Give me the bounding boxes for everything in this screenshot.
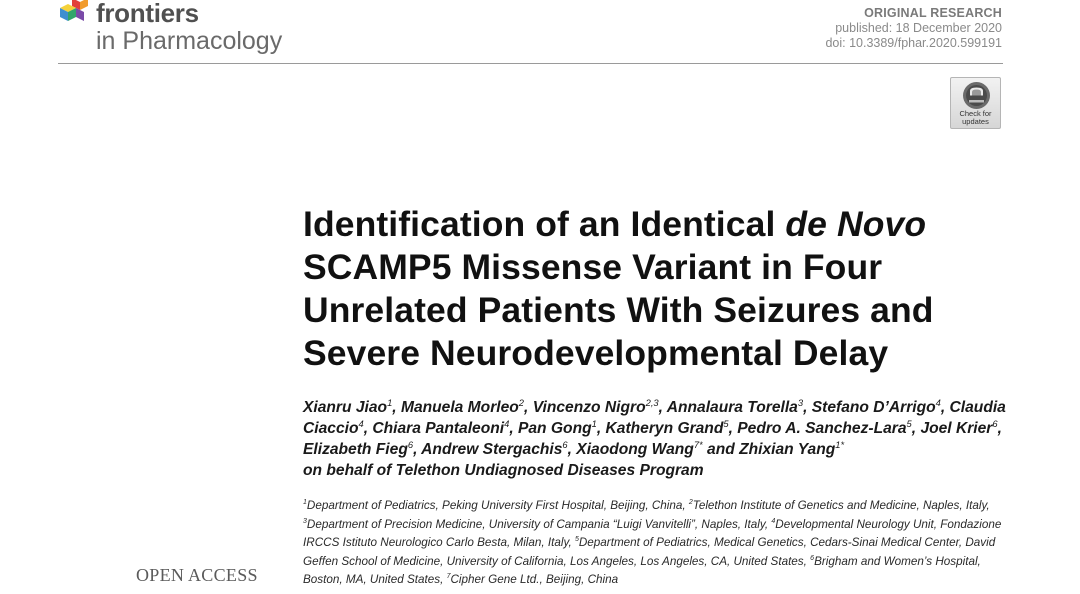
author-separator: , — [940, 399, 950, 416]
author-affiliation-ref: 6 — [992, 418, 998, 429]
header-divider — [58, 63, 1003, 64]
affiliation-number: 6 — [810, 554, 815, 562]
affiliation-text: Cipher Gene Ltd., Beijing, China — [450, 573, 619, 586]
frontiers-logo-icon — [58, 0, 94, 32]
affiliation-number: 4 — [771, 517, 776, 525]
author-affiliation-ref: 6 — [407, 439, 414, 450]
author-affiliation-ref: 5 — [723, 418, 729, 429]
affiliation-text: Developmental Neurology Unit, Fondazione IRCCS Istituto Neurologico Carlo Besta, Milan, Italy, — [303, 517, 1002, 549]
author-separator: , — [392, 399, 401, 416]
author-group: on behalf of Telethon Undiagnosed Diseases Program — [303, 462, 704, 479]
author-name[interactable]: Xiaodong Wang — [576, 441, 694, 458]
author-affiliation-ref: 4 — [935, 397, 941, 408]
author-affiliation-ref: 2 — [518, 397, 525, 408]
author-name[interactable]: Andrew Stergachis — [421, 441, 563, 458]
author-name[interactable]: Xianru Jiao — [303, 399, 388, 416]
affiliation-text: Telethon Institute of Genetics and Medicine, Naples, Italy, — [692, 499, 990, 512]
author-separator: , — [997, 420, 1002, 437]
author-affiliation-ref: 1 — [387, 397, 393, 408]
author-name[interactable]: Zhixian Yang — [739, 441, 836, 458]
author-name[interactable]: Elizabeth Fieg — [303, 441, 408, 458]
affiliation-list — [303, 497, 1023, 590]
author-name[interactable]: Vincenzo Nigro — [532, 399, 646, 416]
doi-link[interactable]: doi: 10.3389/fphar.2020.599191 — [825, 36, 1002, 50]
affiliation-number: 1 — [303, 499, 307, 507]
author-name[interactable]: Stefano D’Arrigo — [811, 399, 936, 416]
author-name[interactable]: Annalaura Torella — [666, 399, 798, 416]
affiliation-text: Brigham and Women’s Hospital, Boston, MA, United States, — [303, 554, 981, 586]
author-affiliation-ref: 6 — [562, 439, 568, 450]
open-access-label: OPEN ACCESS — [136, 565, 258, 585]
author-affiliation-ref: 4 — [358, 418, 364, 429]
author-affiliation-ref: 4 — [504, 418, 510, 429]
affiliation-number: 3 — [303, 517, 307, 525]
author-separator: , — [524, 399, 533, 416]
affiliation-text: Department of Pediatrics, Medical Genetics, Cedars-Sinai Medical Center, David Geffen School of Medicine, University of California, Los Angeles, Los Angeles, CA, United States, — [303, 536, 996, 568]
author-separator: and — [702, 441, 740, 458]
author-separator: , — [658, 399, 667, 416]
author-separator: , — [803, 399, 812, 416]
author-separator: , — [413, 441, 422, 458]
affiliation-text: Department of Precision Medicine, University of Campania “Luigi Vanvitelli”, Naples, Italy, — [306, 517, 772, 531]
author-name[interactable]: Claudia Ciaccio — [303, 399, 1006, 437]
author-separator: , — [567, 441, 577, 458]
author-name[interactable]: Pan Gong — [517, 420, 592, 437]
author-affiliation-ref: 2,3 — [645, 397, 659, 408]
author-list — [303, 397, 1023, 481]
author-separator: , — [911, 420, 921, 437]
brand-name: frontiers — [96, 0, 199, 28]
author-name[interactable]: Pedro A. Sanchez-Lara — [737, 420, 907, 437]
author-affiliation-ref: 5 — [906, 418, 912, 429]
author-affiliation-ref: 1 — [591, 418, 597, 429]
check-updates-label: Check for updates — [959, 109, 992, 126]
article-meta — [825, 6, 1002, 51]
affiliation-number: 7 — [446, 573, 451, 581]
author-separator: , — [596, 420, 606, 437]
author-separator: , — [509, 420, 518, 437]
author-name[interactable]: Manuela Morleo — [400, 399, 519, 416]
author-name[interactable]: Katheryn Grand — [605, 420, 724, 437]
author-separator: , — [728, 420, 738, 437]
author-name[interactable]: Joel Krier — [920, 420, 993, 437]
journal-name: in Pharmacology — [96, 27, 283, 55]
article-type: ORIGINAL RESEARCH — [864, 6, 1002, 20]
author-affiliation-ref: 1* — [835, 439, 845, 450]
affiliation-number: 5 — [574, 536, 579, 544]
affiliation-text: Department of Pediatrics, Peking University First Hospital, Beijing, China, — [306, 499, 689, 512]
author-name[interactable]: Chiara Pantaleoni — [372, 420, 505, 437]
journal-logo[interactable] — [58, 0, 318, 58]
check-updates-icon — [962, 81, 991, 110]
author-affiliation-ref: 3 — [797, 397, 804, 408]
article-title: Identification of an Identical de Novo SCAMP5 Missense Variant in Four Unrelated Patients With Seizures and Severe Neurodevelopmental Delay — [303, 204, 934, 373]
check-for-updates-button[interactable] — [950, 77, 1001, 129]
published-date: published: 18 December 2020 — [835, 21, 1002, 35]
affiliation-number: 2 — [688, 499, 693, 507]
author-separator: , — [363, 420, 373, 437]
author-affiliation-ref: 7* — [693, 439, 703, 450]
